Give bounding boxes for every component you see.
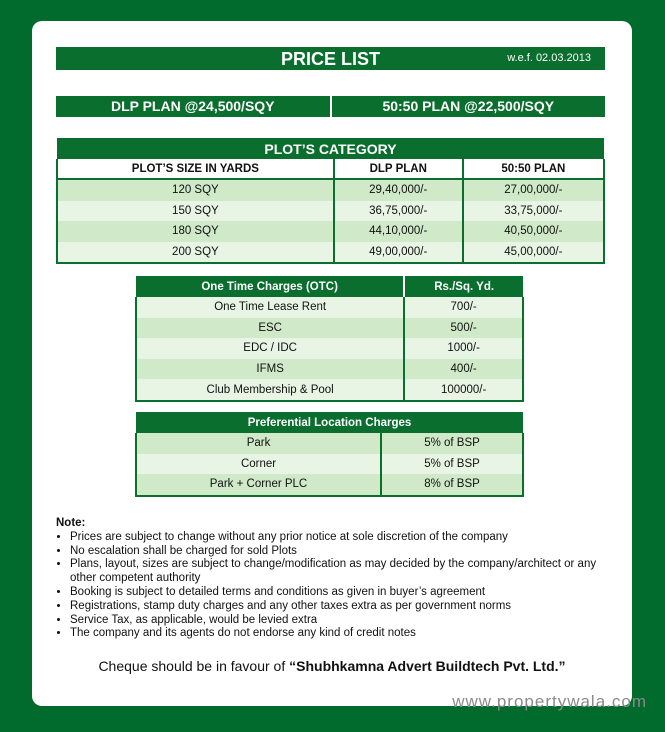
plot-size: 120 SQY [57,179,334,201]
rate-header: Rs./Sq. Yd. [404,276,523,297]
location-name: Park + Corner PLC [136,474,381,496]
location-charge: 5% of BSP [381,454,523,475]
plot-category-table [56,138,605,264]
notes-section [56,517,616,641]
cheque-prefix: Cheque should be in favour of [98,658,290,674]
table-row [136,297,523,318]
charge-rate: 700/- [404,297,523,318]
charge-name: EDC / IDC [136,338,404,359]
otc-header: One Time Charges (OTC) [201,280,338,293]
plot-size: 200 SQY [57,242,334,264]
note-item: • The company and its agents do not endorse any kind of credit notes [70,627,616,641]
dlp-price: 44,10,000/- [334,221,463,242]
col-header-size: PLOT’S SIZE IN YARDS [57,159,334,179]
location-name: Park [136,433,381,454]
table-row [57,242,604,264]
note-item: • Registrations, stamp duty charges and any other taxes extra as per government norms [70,600,616,614]
dlp-plan-rate: DLP PLAN @24,500/SQY [110,98,275,114]
charge-rate: 100000/- [404,379,523,401]
plot-category-title: PLOT’S CATEGORY [264,140,397,157]
fifty-price: 27,00,000/- [463,179,604,201]
fifty-price: 33,75,000/- [463,201,604,222]
note-item: • Plans, layout, sizes are subject to change/modification as may decided by the company/architect or any other competent authority [70,558,616,586]
note-item: • Prices are subject to change without any prior notice at sole discretion of the company [70,531,616,545]
charge-name: ESC [136,318,404,339]
plc-table [135,412,524,497]
table-row [136,318,523,339]
charge-rate: 500/- [404,318,523,339]
plot-size: 150 SQY [57,201,334,222]
cheque-payee: “Shubhkamna Advert Buildtech Pvt. Ltd.” [289,658,566,674]
dlp-price: 29,40,000/- [334,179,463,201]
table-row [136,359,523,380]
dlp-price: 36,75,000/- [334,201,463,222]
table-row [57,221,604,242]
location-name: Corner [136,454,381,475]
table-row [136,379,523,401]
table-row [57,179,604,201]
charge-rate: 400/- [404,359,523,380]
charge-rate: 1000/- [404,338,523,359]
plan-rates-bar [56,96,605,117]
note-item: • Service Tax, as applicable, would be levied extra [70,614,616,628]
fifty-plan-rate: 50:50 PLAN @22,500/SQY [330,96,606,117]
plc-title: Preferential Location Charges [247,416,412,429]
title-bar [56,47,605,70]
col-header-fifty: 50:50 PLAN [463,159,604,179]
notes-title: Note: [56,517,86,529]
note-item: • No escalation shall be charged for sold Plots [70,545,616,559]
table-row [136,338,523,359]
location-charge: 5% of BSP [381,433,523,454]
location-charge: 8% of BSP [381,474,523,496]
plot-size: 180 SQY [57,221,334,242]
page-title: PRICE LIST [280,49,380,69]
cheque-instruction [32,658,632,674]
fifty-price: 45,00,000/- [463,242,604,264]
price-list-sheet [32,21,632,706]
fifty-price: 40,50,000/- [463,221,604,242]
charge-name: Club Membership & Pool [136,379,404,401]
table-row [136,454,523,475]
table-row [57,201,604,222]
table-row [136,474,523,496]
table-row [136,433,523,454]
otc-table [135,276,524,402]
watermark: www.propertywala.com [452,692,647,711]
note-item: • Booking is subject to detailed terms and conditions as given in buyer’s agreement [70,586,616,600]
effective-date: w.e.f. 02.03.2013 [507,52,591,64]
col-header-dlp: DLP PLAN [334,159,463,179]
dlp-price: 49,00,000/- [334,242,463,264]
charge-name: One Time Lease Rent [136,297,404,318]
charge-name: IFMS [136,359,404,380]
